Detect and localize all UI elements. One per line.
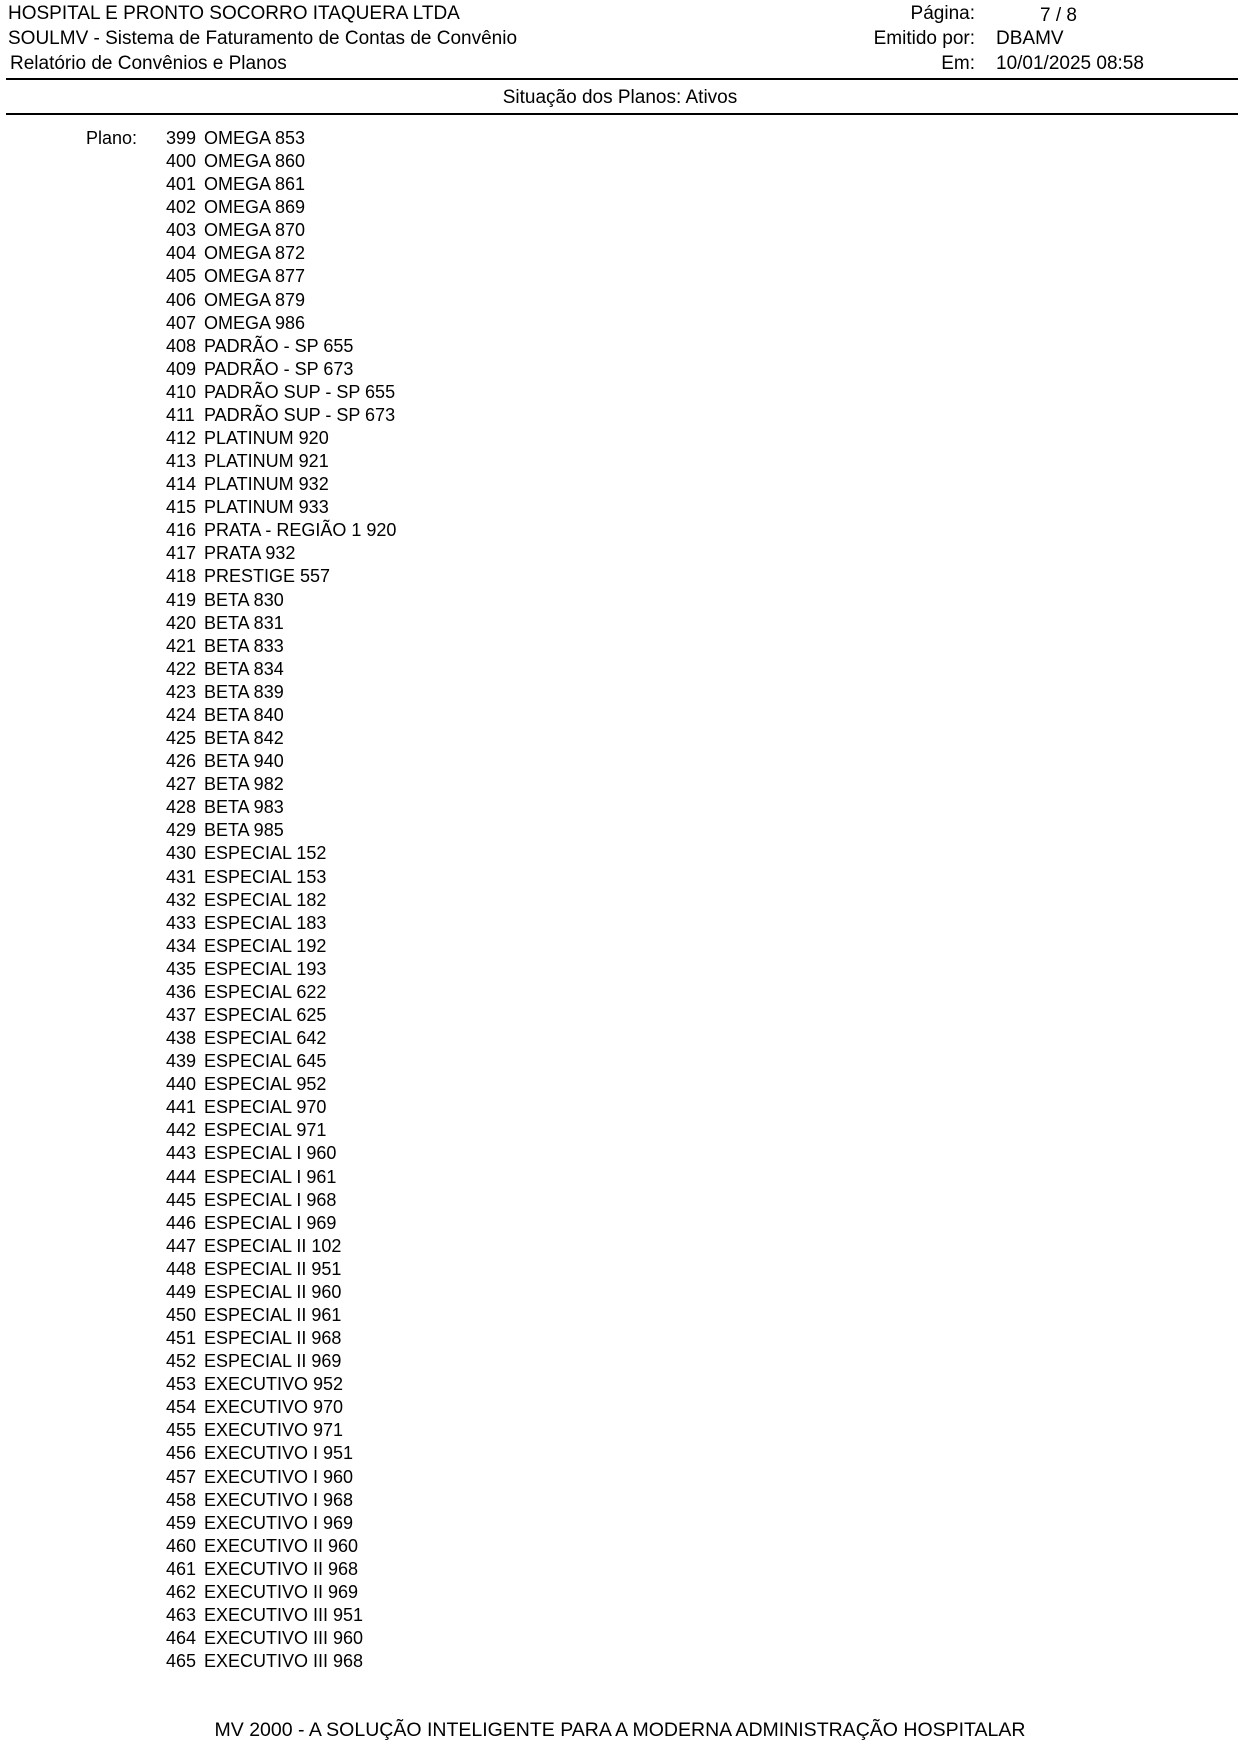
plan-name: OMEGA 986 (204, 312, 306, 333)
plan-code: 441 (166, 1097, 197, 1118)
plan-code: 426 (166, 751, 197, 772)
plan-code: 461 (166, 1558, 197, 1579)
plan-name: ESPECIAL 182 (204, 889, 327, 910)
plan-row (166, 312, 396, 335)
plan-name: EXECUTIVO III 968 (204, 1651, 364, 1672)
plan-row (166, 242, 396, 265)
plan-row (166, 1119, 396, 1142)
plan-name: ESPECIAL I 969 (204, 1212, 337, 1233)
plan-name: BETA 839 (204, 681, 284, 702)
plan-name: PRATA - REGIÃO 1 920 (204, 520, 397, 541)
plan-code: 448 (166, 1258, 197, 1279)
plan-row (166, 1466, 396, 1489)
plan-row (166, 473, 396, 496)
plan-row (166, 219, 396, 242)
plan-code: 430 (166, 843, 197, 864)
plan-name: PRATA 932 (204, 543, 296, 564)
plan-code: 431 (166, 866, 197, 887)
plan-code: 449 (166, 1281, 197, 1302)
plan-name: ESPECIAL 153 (204, 866, 327, 887)
plan-name: OMEGA 870 (204, 220, 306, 241)
plan-name: PADRÃO - SP 655 (204, 335, 354, 356)
plan-name: PLATINUM 921 (204, 451, 329, 472)
plan-row (166, 1373, 396, 1396)
plan-row (166, 1189, 396, 1212)
plan-row (166, 542, 396, 565)
plan-row (166, 519, 396, 542)
plan-code: 463 (166, 1605, 197, 1625)
plan-code: 443 (166, 1143, 197, 1164)
page-number: 7 / 8 (1040, 5, 1077, 26)
date-value: 10/01/2025 08:58 (996, 53, 1144, 74)
status-divider (6, 113, 1238, 115)
plan-code: 453 (166, 1374, 197, 1395)
plan-name: PLATINUM 933 (204, 497, 329, 518)
plan-code: 460 (166, 1535, 197, 1556)
plan-name: PLATINUM 932 (204, 474, 329, 495)
plan-code: 420 (166, 612, 197, 633)
hospital-name: HOSPITAL E PRONTO SOCORRO ITAQUERA LTDA (8, 3, 460, 24)
plan-name: EXECUTIVO 971 (204, 1420, 344, 1441)
plan-code: 434 (166, 935, 197, 956)
plan-row (166, 1512, 396, 1535)
plan-code: 450 (166, 1304, 197, 1325)
plan-code: 424 (166, 704, 197, 725)
plan-name: EXECUTIVO 970 (204, 1397, 344, 1418)
plan-row (166, 1142, 396, 1165)
plan-name: BETA 985 (204, 820, 284, 841)
plan-name: ESPECIAL 625 (204, 1004, 327, 1025)
plan-code: 462 (166, 1581, 197, 1602)
plan-row (166, 335, 396, 358)
plan-name: BETA 982 (204, 774, 284, 795)
plan-name: PLATINUM 920 (204, 428, 329, 449)
page-label: Página: (910, 3, 975, 24)
plan-name: ESPECIAL I 961 (204, 1166, 337, 1187)
plan-row (166, 127, 396, 150)
plan-code: 428 (166, 797, 197, 818)
plan-name: ESPECIAL 970 (204, 1097, 327, 1118)
plan-code: 459 (166, 1512, 197, 1533)
plan-row (166, 1212, 396, 1235)
plan-row (166, 681, 396, 704)
plan-code: 445 (166, 1189, 197, 1210)
plan-name: ESPECIAL II 969 (204, 1351, 342, 1372)
plan-code: 405 (166, 266, 197, 287)
plan-name: ESPECIAL 183 (204, 912, 327, 933)
plan-code: 451 (166, 1328, 197, 1349)
plan-row (166, 658, 396, 681)
plan-name: EXECUTIVO I 969 (204, 1512, 354, 1533)
plan-row (166, 1604, 396, 1627)
plan-row (166, 1166, 396, 1189)
plan-row (166, 1396, 396, 1419)
plan-code: 401 (166, 174, 197, 195)
issued-by-value: DBAMV (996, 28, 1064, 49)
status-heading: Situação dos Planos: Ativos (502, 87, 738, 108)
plan-code: 407 (166, 312, 197, 333)
plan-row (166, 1350, 396, 1373)
plan-code: 416 (166, 520, 197, 541)
plan-name: EXECUTIVO II 960 (204, 1535, 359, 1556)
plan-code: 442 (166, 1120, 197, 1141)
plan-name: PADRÃO - SP 673 (204, 358, 354, 379)
report-title: Relatório de Convênios e Planos (10, 53, 287, 74)
plan-name: ESPECIAL II 960 (204, 1281, 342, 1302)
plan-code: 447 (166, 1235, 197, 1256)
plan-code: 432 (166, 889, 197, 910)
plan-name: ESPECIAL 642 (204, 1028, 327, 1049)
plan-code: 411 (166, 404, 195, 425)
header-divider (6, 78, 1238, 80)
plan-code: 417 (166, 543, 197, 564)
plan-code: 454 (166, 1397, 197, 1418)
plan-row (166, 450, 396, 473)
plan-name: BETA 833 (204, 635, 284, 656)
plan-row (166, 842, 396, 865)
plan-code: 421 (166, 635, 197, 656)
plan-code: 437 (166, 1004, 197, 1025)
plan-code: 464 (166, 1628, 197, 1649)
plan-code: 418 (166, 566, 197, 587)
plan-name: ESPECIAL II 961 (204, 1304, 342, 1325)
plan-name: ESPECIAL I 960 (204, 1143, 337, 1164)
plan-code: 465 (166, 1651, 197, 1672)
plan-name: ESPECIAL 622 (204, 981, 327, 1002)
plan-name: ESPECIAL 192 (204, 935, 327, 956)
plan-code: 406 (166, 289, 197, 310)
plan-row (166, 265, 396, 288)
plan-row (166, 173, 396, 196)
plan-row (166, 727, 396, 750)
plan-row (166, 1558, 396, 1581)
plan-row (166, 1419, 396, 1442)
plan-row (166, 427, 396, 450)
plan-name: BETA 983 (204, 797, 284, 818)
date-label: Em: (941, 53, 975, 74)
plan-code: 423 (166, 681, 197, 702)
plan-row (166, 958, 396, 981)
issued-by-label: Emitido por: (873, 28, 975, 49)
plan-row (166, 1535, 396, 1558)
plan-row (166, 935, 396, 958)
plan-row (166, 773, 396, 796)
plan-row (166, 196, 396, 219)
plan-row (166, 1096, 396, 1119)
plan-row (166, 1004, 396, 1027)
plan-row (166, 1235, 396, 1258)
plan-code: 455 (166, 1420, 197, 1441)
plan-name: BETA 831 (204, 612, 284, 633)
plan-name: EXECUTIVO II 969 (204, 1581, 359, 1602)
plan-code: 438 (166, 1028, 197, 1049)
plan-row (166, 589, 396, 612)
plan-code: 403 (166, 220, 197, 241)
system-name: SOULMV - Sistema de Faturamento de Contas de Convênio (8, 28, 518, 49)
plan-row (166, 1258, 396, 1281)
plan-name: OMEGA 879 (204, 289, 306, 310)
plan-name: ESPECIAL II 951 (204, 1258, 342, 1279)
plan-name: EXECUTIVO I 960 (204, 1466, 354, 1487)
plan-code: 436 (166, 981, 197, 1002)
plan-code: 412 (166, 428, 197, 449)
plan-name: ESPECIAL I 968 (204, 1189, 337, 1210)
plan-code: 435 (166, 958, 197, 979)
plan-name: PADRÃO SUP - SP 673 (204, 404, 396, 425)
plan-row (166, 912, 396, 935)
plan-name: BETA 940 (204, 751, 284, 772)
plan-row (166, 565, 396, 588)
plan-code: 456 (166, 1443, 197, 1464)
plan-row (166, 889, 396, 912)
plan-name: EXECUTIVO II 968 (204, 1558, 359, 1579)
plan-row (166, 1627, 396, 1650)
plan-name: ESPECIAL II 102 (204, 1235, 342, 1256)
plan-name: BETA 830 (204, 589, 284, 610)
plan-code: 429 (166, 820, 197, 841)
plan-code: 415 (166, 497, 197, 518)
plan-name: BETA 834 (204, 658, 284, 679)
plan-code: 404 (166, 243, 197, 264)
plan-code: 400 (166, 151, 197, 172)
plan-code: 457 (166, 1466, 197, 1487)
plan-name: EXECUTIVO I 968 (204, 1489, 354, 1510)
plan-name: BETA 842 (204, 728, 284, 749)
plan-code: 446 (166, 1212, 197, 1233)
plan-row (166, 404, 396, 427)
plan-name: PADRÃO SUP - SP 655 (204, 381, 396, 402)
plan-code: 410 (166, 381, 197, 402)
plan-code: 413 (166, 451, 197, 472)
plan-name: ESPECIAL II 968 (204, 1328, 342, 1349)
plan-row (166, 1327, 396, 1350)
plan-name: EXECUTIVO 952 (204, 1374, 344, 1395)
plan-row (166, 1027, 396, 1050)
plan-row (166, 750, 396, 773)
plan-code: 452 (166, 1351, 197, 1372)
plan-name: OMEGA 872 (204, 243, 306, 264)
plan-row (166, 358, 396, 381)
plan-row (166, 635, 396, 658)
plan-row (166, 1581, 396, 1604)
plan-row (166, 981, 396, 1004)
plan-code: 409 (166, 358, 197, 379)
plan-name: OMEGA 869 (204, 197, 306, 218)
plan-row (166, 289, 396, 312)
plan-row (166, 866, 396, 889)
plan-row (166, 1281, 396, 1304)
page-footer: MV 2000 - A SOLUÇÃO INTELIGENTE PARA A MODERNA ADMINISTRAÇÃO HOSPITALAR (214, 1719, 1026, 1741)
plan-name: OMEGA 877 (204, 266, 306, 287)
plan-row (166, 704, 396, 727)
plan-row (166, 381, 396, 404)
plan-code: 402 (166, 197, 197, 218)
plan-name: EXECUTIVO III 960 (204, 1628, 364, 1649)
plan-name: ESPECIAL 971 (204, 1120, 327, 1141)
plan-name: ESPECIAL 152 (204, 843, 327, 864)
plan-row (166, 796, 396, 819)
plan-label: Plano: (86, 128, 138, 148)
plan-code: 439 (166, 1051, 197, 1072)
plan-row (166, 150, 396, 173)
plan-row (166, 1650, 396, 1673)
plan-row (166, 1489, 396, 1512)
plan-code: 419 (166, 589, 197, 610)
plan-row (166, 612, 396, 635)
plan-list (166, 127, 396, 1673)
plan-name: EXECUTIVO I 951 (204, 1443, 354, 1464)
plan-code: 408 (166, 335, 197, 356)
plan-code: 440 (166, 1074, 197, 1095)
plan-name: OMEGA 853 (204, 128, 306, 148)
plan-code: 458 (166, 1489, 197, 1510)
plan-name: EXECUTIVO III 951 (204, 1605, 364, 1625)
plan-code: 422 (166, 658, 197, 679)
plan-row (166, 1050, 396, 1073)
plan-row (166, 1304, 396, 1327)
plan-row (166, 819, 396, 842)
plan-row (166, 1073, 396, 1096)
plan-code: 427 (166, 774, 197, 795)
plan-row (166, 496, 396, 519)
plan-row (166, 1442, 396, 1465)
plan-name: OMEGA 860 (204, 151, 306, 172)
plan-name: ESPECIAL 645 (204, 1051, 327, 1072)
plan-name: PRESTIGE 557 (204, 566, 331, 587)
plan-name: BETA 840 (204, 704, 284, 725)
plan-code: 433 (166, 912, 197, 933)
plan-name: ESPECIAL 952 (204, 1074, 327, 1095)
plan-code: 425 (166, 728, 197, 749)
plan-code: 414 (166, 474, 197, 495)
plan-code: 399 (166, 128, 197, 148)
plan-name: ESPECIAL 193 (204, 958, 327, 979)
plan-code: 444 (166, 1166, 197, 1187)
plan-name: OMEGA 861 (204, 174, 306, 195)
